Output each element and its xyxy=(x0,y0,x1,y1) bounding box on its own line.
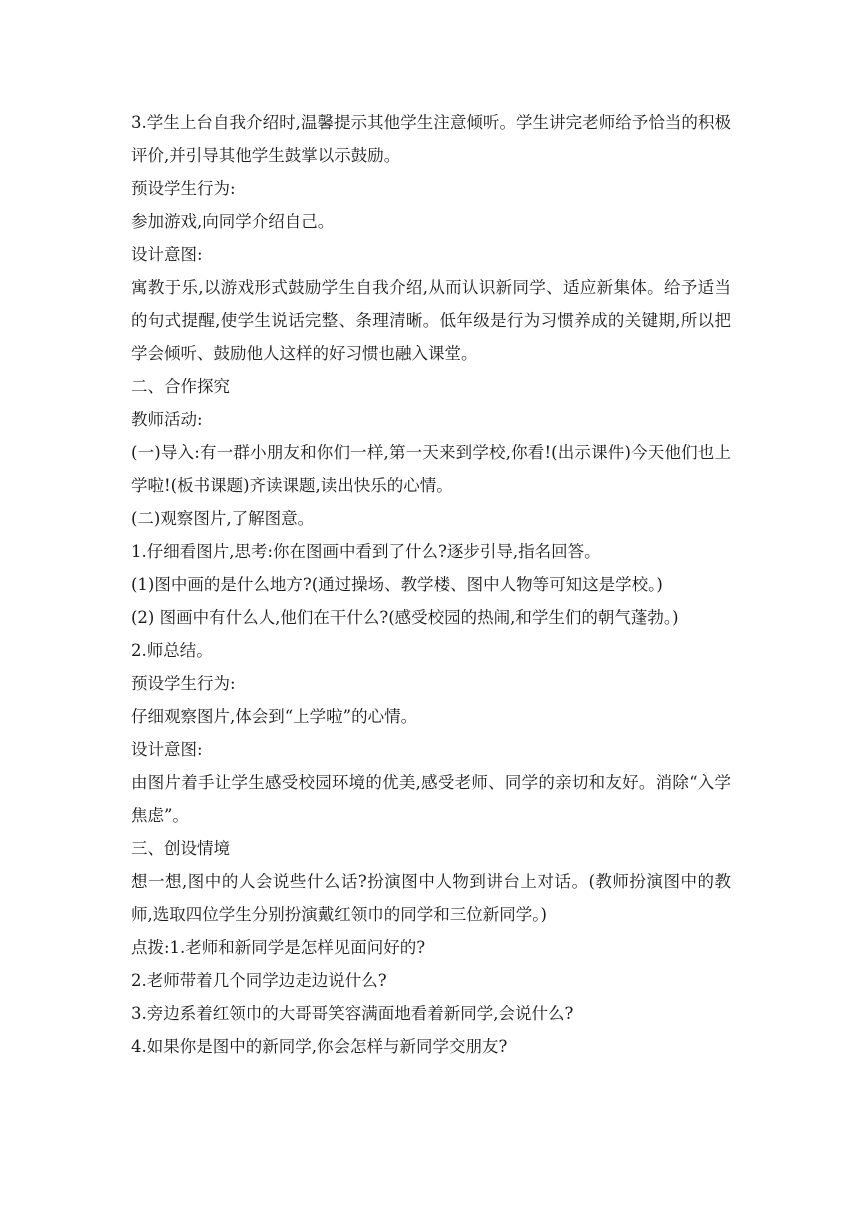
paragraph-role-play: 想一想,图中的人会说些什么话?扮演图中人物到讲台上对话。(教师扮演图中的教师,选取四位学生分别扮演戴红领巾的同学和三位新同学。) xyxy=(131,872,731,924)
paragraph-student-behavior-heading-2: 预设学生行为: xyxy=(131,674,236,693)
paragraph-teacher-summary: 2.师总结。 xyxy=(131,641,213,660)
paragraph-observe-picture: (二)观察图片,了解图意。 xyxy=(131,509,315,528)
paragraph-design-intent-body-2: 由图片着手让学生感受校园环境的优美,感受老师、同学的亲切和友好。消除“入学焦虑”。 xyxy=(131,773,731,825)
paragraph-hint-3: 3.旁边系着红领巾的大哥哥笑容满面地看着新同学,会说什么? xyxy=(131,1004,574,1023)
paragraph-observe-carefully: 仔细观察图片,体会到“上学啦”的心情。 xyxy=(131,707,418,726)
section-heading-create-scenario: 三、创设情境 xyxy=(131,839,230,858)
section-heading-cooperative-inquiry: 二、合作探究 xyxy=(131,377,230,396)
paragraph-subquestion-1: (1)图中画的是什么地方?(通过操场、教学楼、图中人物等可知这是学校。) xyxy=(131,575,663,594)
paragraph-design-intent-heading-2: 设计意图: xyxy=(131,740,203,759)
paragraph-hint-4: 4.如果你是图中的新同学,你会怎样与新同学交朋友? xyxy=(131,1037,508,1056)
paragraph-hint-1: 点拨:1.老师和新同学是怎样见面问好的? xyxy=(131,938,426,957)
paragraph-design-intent-body: 寓教于乐,以游戏形式鼓励学生自我介绍,从而认识新同学、适应新集体。给予适当的句式提醒,使学生说话完整、条理清晰。低年级是行为习惯养成的关键期,所以把学会倾听、鼓励他人这样的好习惯也融入课堂。 xyxy=(131,278,731,363)
document-body xyxy=(131,106,731,1063)
paragraph-student-behavior-heading: 预设学生行为: xyxy=(131,179,236,198)
paragraph-join-game: 参加游戏,向同学介绍自己。 xyxy=(131,212,335,231)
paragraph-design-intent-heading: 设计意图: xyxy=(131,245,203,264)
paragraph-question-1: 1.仔细看图片,思考:你在图画中看到了什么?逐步引导,指名回答。 xyxy=(131,542,601,561)
paragraph-introduction: (一)导入:有一群小朋友和你们一样,第一天来到学校,你看!(出示课件)今天他们也上学啦!(板书课题)齐读课题,读出快乐的心情。 xyxy=(131,443,731,495)
paragraph-subquestion-2: (2) 图画中有什么人,他们在干什么?(感受校园的热闹,和学生们的朝气蓬勃。) xyxy=(131,608,679,627)
paragraph-hint-2: 2.老师带着几个同学边走边说什么? xyxy=(131,971,387,990)
paragraph-intro-evaluation: 3.学生上台自我介绍时,温馨提示其他学生注意倾听。学生讲完老师给予恰当的积极评价,并引导其他学生鼓掌以示鼓励。 xyxy=(131,113,731,165)
paragraph-teacher-activity-heading: 教师活动: xyxy=(131,410,203,429)
